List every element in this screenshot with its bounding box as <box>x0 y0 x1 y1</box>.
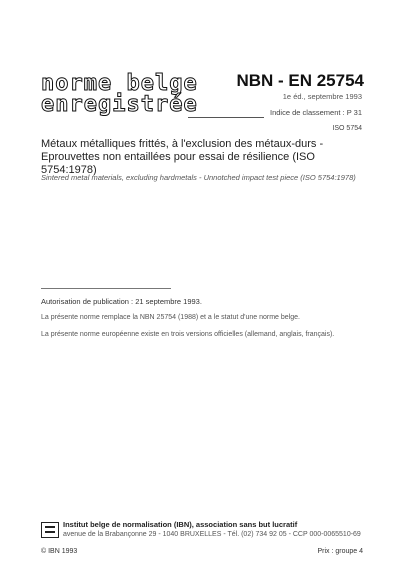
brand-line-1: norme belge <box>41 71 198 96</box>
divider <box>41 288 171 289</box>
classification-index: Indice de classement : P 31 <box>270 108 362 117</box>
institute-address: avenue de la Brabançonne 29 - 1040 BRUXELLES - Tél. (02) 734 92 05 - CCP 000-0065510-69 <box>63 531 361 538</box>
divider <box>188 117 264 118</box>
document-title-english: Sintered metal materials, excluding hardmetals - Unnotched impact test piece (ISO 5754:1978) <box>41 173 356 182</box>
institute-name: Institut belge de normalisation (IBN), association sans but lucratif <box>63 520 298 529</box>
brand-line-2: enregistrée <box>41 92 198 117</box>
copyright: © IBN 1993 <box>41 548 78 555</box>
status-note: La présente norme remplace la NBN 25754 (1988) et a le statut d'une norme belge. <box>41 314 300 321</box>
versions-note: La présente norme européenne existe en trois versions officielles (allemand, anglais, français). <box>41 331 335 338</box>
ibn-logo-icon <box>41 522 59 538</box>
price-group: Prix : groupe 4 <box>317 548 363 555</box>
brand-logo-text <box>41 73 198 115</box>
document-title-french: Métaux métalliques frittés, à l'exclusion des métaux-durs - Eprouvettes non entaillées pour essai de résilience (ISO 5754:1978) <box>41 138 324 176</box>
edition-date: 1e éd., septembre 1993 <box>282 92 362 101</box>
standard-number: NBN - EN 25754 <box>236 71 364 90</box>
publication-authorization: Autorisation de publication : 21 septembre 1993. <box>41 297 202 306</box>
iso-reference: ISO 5754 <box>332 125 362 132</box>
